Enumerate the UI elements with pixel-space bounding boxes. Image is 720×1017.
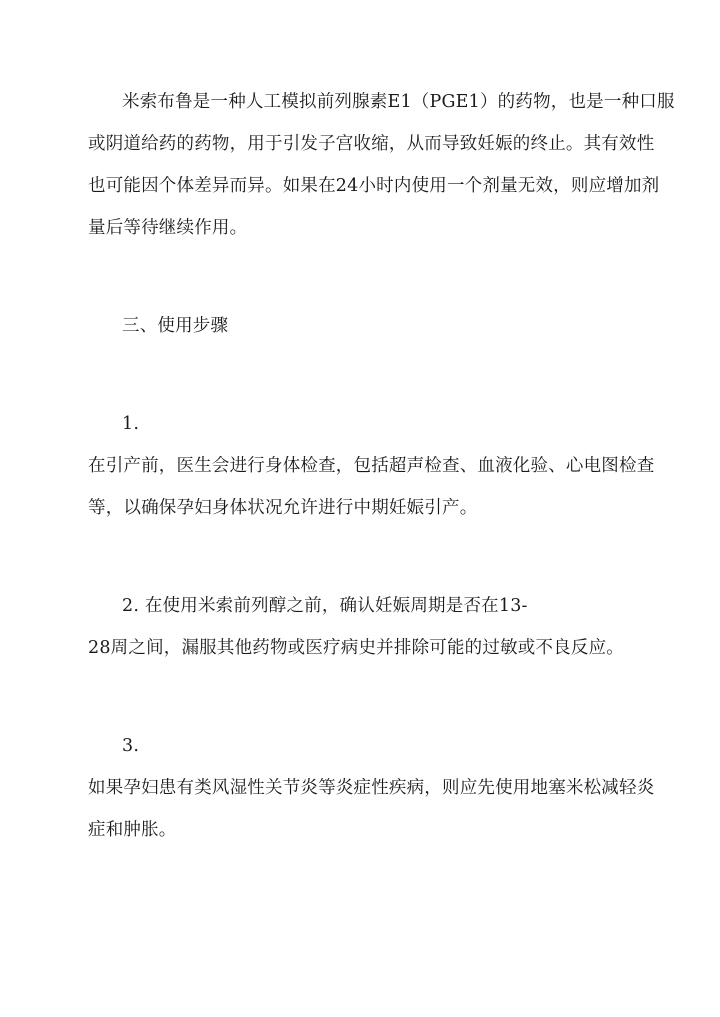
step-line: 28周之间，漏服其他药物或医疗病史并排除可能的过敏或不良反应。 [88, 638, 624, 658]
intro-line-3: 也可能因个体差异而异。如果在24小时内使用一个剂量无效，则应增加剂 [88, 176, 660, 196]
step-number: 1. [122, 414, 140, 434]
intro-line-4: 量后等待继续作用。 [88, 218, 248, 238]
section-heading: 三、使用步骤 [122, 316, 229, 336]
intro-line-2: 或阴道给药的药物，用于引发子宫收缩，从而导致妊娠的终止。其有效性 [88, 134, 655, 154]
step-number: 3. [122, 736, 140, 756]
step-line: 等，以确保孕妇身体状况允许进行中期妊娠引产。 [88, 498, 478, 518]
step-line: 症和肿胀。 [88, 820, 177, 840]
step-line: 如果孕妇患有类风湿性关节炎等炎症性疾病，则应先使用地塞米松减轻炎 [88, 778, 655, 798]
intro-line-1: 米索布鲁是一种人工模拟前列腺素E1（PGE1）的药物，也是一种口服 [122, 92, 675, 112]
step-line: 在引产前，医生会进行身体检查，包括超声检查、血液化验、心电图检查 [88, 456, 655, 476]
step-number-line: 2. 在使用米索前列醇之前，确认妊娠周期是否在13- [122, 596, 528, 616]
